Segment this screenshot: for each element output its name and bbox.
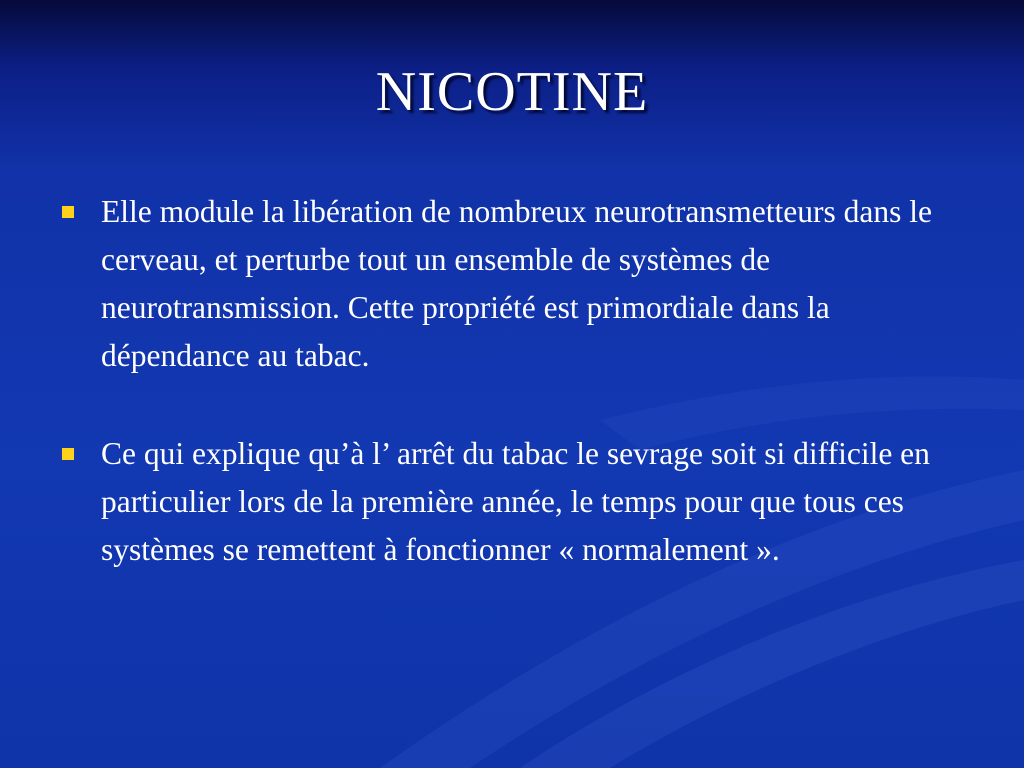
slide-title: NICOTINE [375, 61, 649, 123]
bullet-item [62, 430, 952, 574]
bullet-text: Ce qui explique qu’à l’ arrêt du tabac le sevrage soit si difficile en particulier lors de la première année, le temps pour que tous ces systèmes se remettent à fonctionner « normalement ». [101, 436, 930, 567]
bullet-list [62, 188, 952, 624]
yellow-square-bullet-icon [62, 206, 74, 218]
yellow-square-bullet-icon [62, 448, 74, 460]
bullet-item [62, 188, 952, 380]
bullet-text: Elle module la libération de nombreux neurotransmetteurs dans le cerveau, et perturbe tout un ensemble de systèmes de neurotransmission. Cette propriété est primordiale dans la dépendance au tabac. [101, 194, 932, 373]
